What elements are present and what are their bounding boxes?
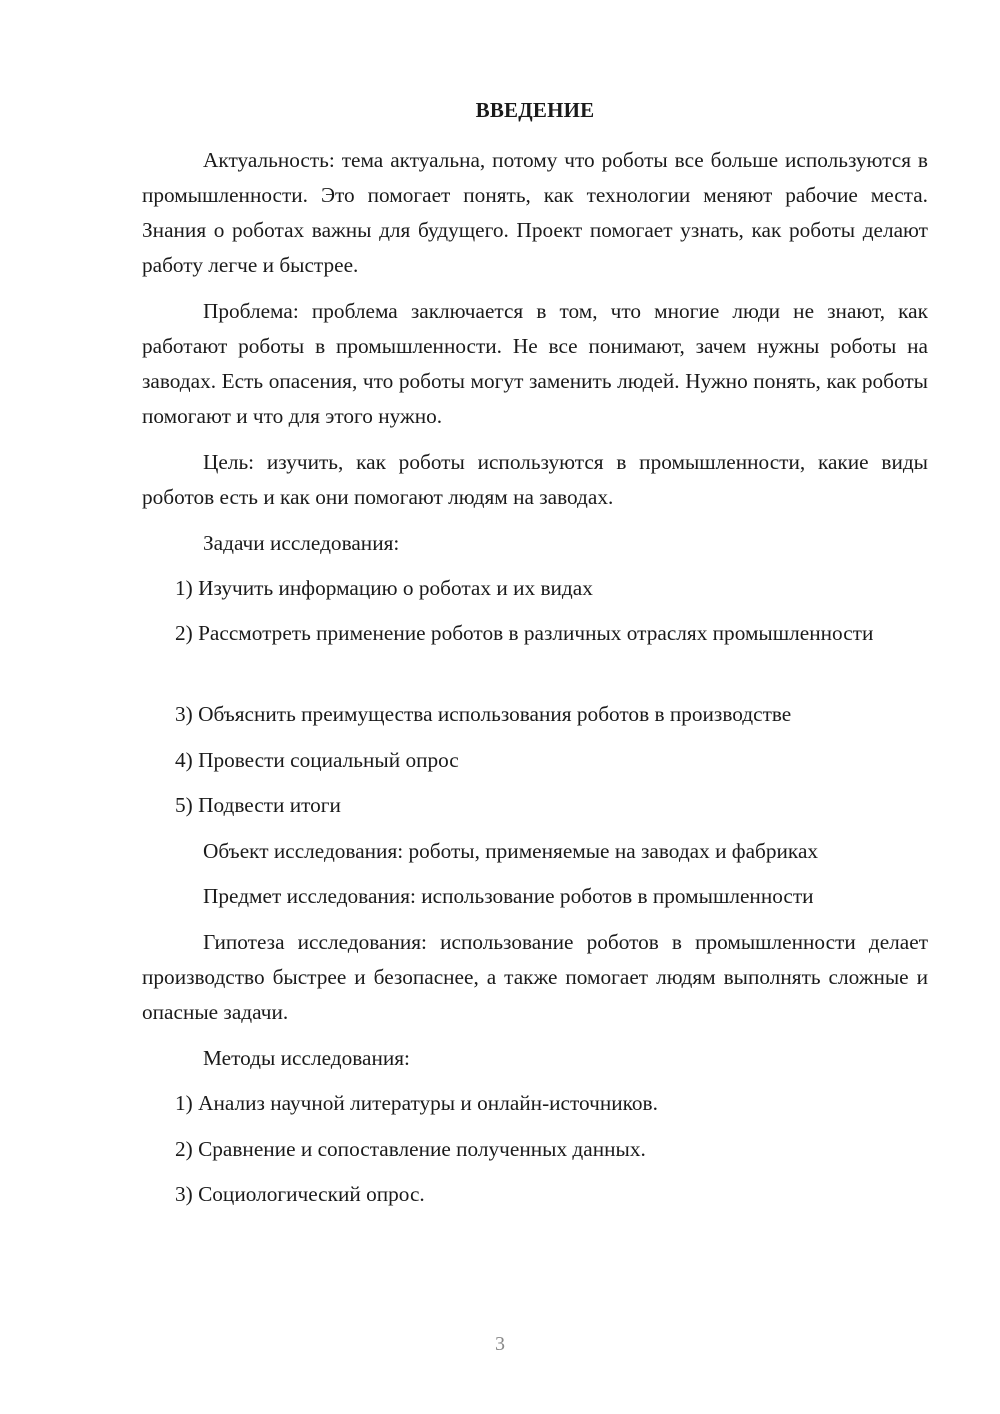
- paragraph-relevance: Актуальность: тема актуальна, потому что роботы все больше используются в промышленности. Это помогает понять, как технологии меняют рабочие места. Знания о роботах важны для будущего. Проект помогает узнать, как роботы делают работу легче и быстрее.: [142, 148, 928, 277]
- section-heading: ВВЕДЕНИЕ: [475, 98, 595, 122]
- paragraph-goal: Цель: изучить, как роботы используются в промышленности, какие виды роботов есть и как они помогают людям на заводах.: [142, 450, 928, 509]
- paragraph-object: Объект исследования: роботы, применяемые на заводах и фабриках: [203, 839, 819, 863]
- tasks-heading: Задачи исследования:: [203, 531, 400, 555]
- task-item: 3) Объяснить преимущества использования роботов в производстве: [175, 702, 792, 726]
- page-number: 3: [495, 1333, 505, 1355]
- paragraph-subject: Предмет исследования: использование роботов в промышленности: [203, 884, 814, 908]
- method-item: 1) Анализ научной литературы и онлайн-источников.: [175, 1091, 658, 1115]
- method-item: 3) Социологический опрос.: [175, 1182, 425, 1206]
- task-item: 4) Провести социальный опрос: [175, 748, 459, 772]
- method-item: 2) Сравнение и сопоставление полученных данных.: [175, 1137, 646, 1161]
- paragraph-problem: Проблема: проблема заключается в том, что многие люди не знают, как работают роботы в промышленности. Не все понимают, зачем нужны роботы на заводах. Есть опасения, что роботы могут заменить людей. Нужно понять, как роботы помогают и что для этого нужно.: [142, 299, 928, 428]
- task-item: 2) Рассмотреть применение роботов в различных отраслях промышленности: [175, 621, 874, 645]
- paragraph-hypothesis: Гипотеза исследования: использование роботов в промышленности делает производство быстрее и безопаснее, а также помогает людям выполнять сложные и опасные задачи.: [142, 930, 928, 1024]
- methods-heading: Методы исследования:: [203, 1046, 410, 1070]
- task-item: 1) Изучить информацию о роботах и их видах: [175, 576, 593, 600]
- task-item: 5) Подвести итоги: [175, 793, 341, 817]
